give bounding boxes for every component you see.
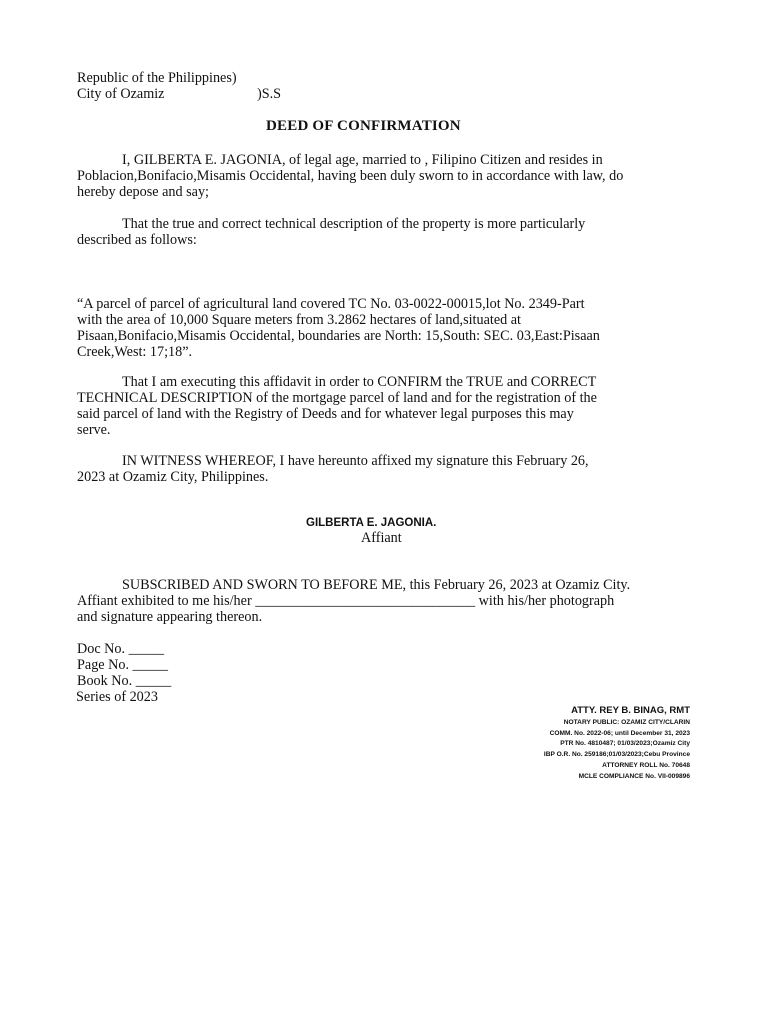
witness-line: IN WITNESS WHEREOF, I have hereunto affixed my signature this February 26, xyxy=(122,453,589,469)
parcel-line: Creek,West: 17;18”. xyxy=(77,344,193,360)
jurat-paragraph xyxy=(77,577,697,625)
affiant-label: Affiant xyxy=(361,530,402,546)
notary-commission-area: NOTARY PUBLIC: OZAMIZ CITY/CLARIN xyxy=(563,719,690,726)
notary-roll: ATTORNEY ROLL No. 70648 xyxy=(602,761,690,769)
notary-name: ATTY. REY B. BINAG, RMT xyxy=(571,705,690,716)
notary-mcle: MCLE COMPLIANCE No. VII-009896 xyxy=(578,772,690,780)
intro-line: Poblacion,Bonifacio,Misamis Occidental, having been duly sworn to in accordance with law, do xyxy=(77,168,624,184)
jurat-line: and signature appearing thereon. xyxy=(77,609,263,625)
doc-number: Doc No. _____ xyxy=(77,641,165,657)
purpose-line: That I am executing this affidavit in order to CONFIRM the TRUE and CORRECT xyxy=(122,374,597,390)
jurat-line: SUBSCRIBED AND SWORN TO BEFORE ME, this February 26, 2023 at Ozamiz City. xyxy=(122,577,631,593)
notary-block xyxy=(544,704,690,782)
header-city: City of Ozamiz xyxy=(77,86,165,102)
jurat-line: Affiant exhibited to me his/her _______________________________ with his/her photograph xyxy=(77,593,615,609)
header-republic: Republic of the Philippines) xyxy=(77,70,237,86)
document-title: DEED OF CONFIRMATION xyxy=(266,118,461,134)
parcel-description xyxy=(77,296,697,360)
intro-paragraph xyxy=(77,152,697,200)
witness-paragraph xyxy=(77,453,697,485)
series-year: Series of 2023 xyxy=(76,689,158,705)
purpose-paragraph xyxy=(77,374,697,438)
technical-paragraph xyxy=(77,216,697,248)
notary-ptr: PTR No. 4810487; 01/03/2023;Ozamiz City xyxy=(560,740,690,748)
purpose-line: serve. xyxy=(77,422,111,438)
parcel-line: Pisaan,Bonifacio,Misamis Occidental, boundaries are North: 15,South: SEC. 03,East:Pisaan xyxy=(77,328,600,344)
page-number: Page No. _____ xyxy=(77,657,169,673)
notary-commission-number: COMM. No. 2022-06; until December 31, 2023 xyxy=(549,729,690,737)
technical-line: That the true and correct technical description of the property is more particularly xyxy=(122,216,586,232)
parcel-line: “A parcel of parcel of agricultural land covered TC No. 03-0022-00015,lot No. 2349-Part xyxy=(77,296,585,312)
witness-line: 2023 at Ozamiz City, Philippines. xyxy=(77,469,269,485)
parcel-line: with the area of 10,000 Square meters from 3.2862 hectares of land,situated at xyxy=(77,312,522,328)
affiant-name: GILBERTA E. JAGONIA. xyxy=(306,517,437,529)
notary-ibp: IBP O.R. No. 259186;01/03/2023;Cebu Province xyxy=(543,751,690,759)
header-ss: )S.S xyxy=(257,86,282,102)
intro-line: I, GILBERTA E. JAGONIA, of legal age, married to , Filipino Citizen and resides in xyxy=(122,152,603,168)
intro-line: hereby depose and say; xyxy=(77,184,209,200)
purpose-line: TECHNICAL DESCRIPTION of the mortgage parcel of land and for the registration of the xyxy=(77,390,597,406)
technical-line: described as follows: xyxy=(77,232,197,248)
purpose-line: said parcel of land with the Registry of Deeds and for whatever legal purposes this may xyxy=(77,406,574,422)
book-number: Book No. _____ xyxy=(77,673,172,689)
